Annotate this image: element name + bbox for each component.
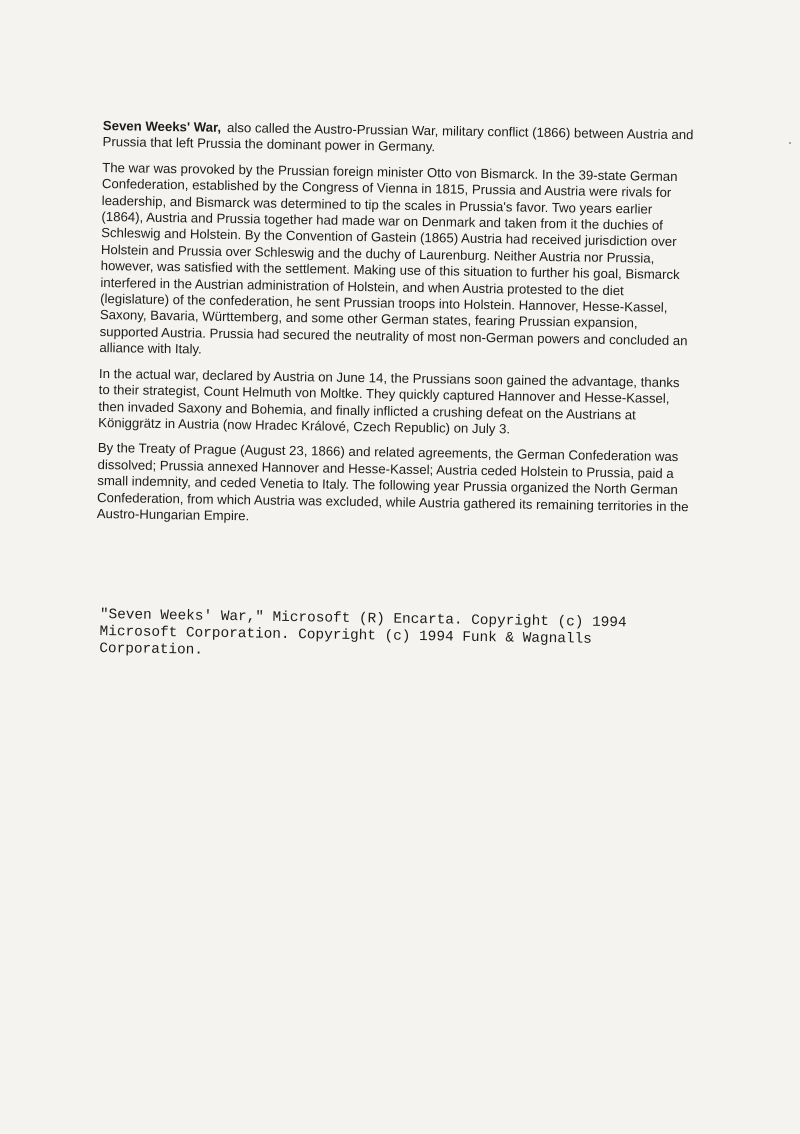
- article-intro-text: also called the Austro-Prussian War, military conflict (1866) between Austria and Prussia that left Prussia the dominant power in Germany.: [102, 119, 694, 155]
- article-headword: Seven Weeks' War,: [102, 118, 222, 135]
- article-intro-paragraph: [102, 118, 694, 160]
- scan-speck: [789, 142, 791, 144]
- source-citation: "Seven Weeks' War," Microsoft (R) Encarta. Copyright (c) 1994 Microsoft Corporation. Copyright (c) 1994 Funk & Wagnalls Corporation.: [99, 607, 627, 659]
- article-paragraph-treaty: By the Treaty of Prague (August 23, 1866) and related agreements, the German Confederation was dissolved; Prussia annexed Hannover and Hesse-Kassel; Austria ceded Holstein to Prussia, paid a small indemnity, and ceded Venetia to Italy. The following year Prussia organized the North German Confederation, from which Austria was excluded, while Austria gathered its remaining territories in the Austro-Hungarian Empire.: [96, 440, 689, 524]
- article-paragraph-causes: The war was provoked by the Prussian foreign minister Otto von Bismarck. In the 39-state German Confederation, established by the Congress of Vienna in 1815, Prussia and Austria were rivals for leadership, and Bismarck was determined to tip the scales in Prussia's favor. Two years earlier (1864), Austria and Prussia together had made war on Denmark and taken from it the duchies of Schleswig and Holstein. By the Convention of Gastein (1865) Austria had received jurisdiction over Holstein and Prussia over Schleswig and the duchy of Laurenburg. Neither Austria nor Prussia, however, was satisfied with the settlement. Making use of this situation to further his goal, Bismarck interfered in the Austrian administration of Holstein, and when Austria protested to the diet (legislature) of the confederation, he sent Prussian troops into Holstein. Hannover, Hesse-Kassel, Saxony, Bavaria, Württemberg, and some other German states, fearing Prussian expansion, supported Austria. Prussia had secured the neutrality of most non-German powers and concluded an alliance with Italy.: [99, 159, 688, 357]
- article-body: [97, 118, 695, 541]
- article-paragraph-war: In the actual war, declared by Austria on June 14, the Prussians soon gained the advantage, thanks to their strategist, Count Helmuth von Moltke. They quickly captured Hannover and Hesse-Kassel, then invaded Saxony and Bohemia, and finally inflicted a crushing defeat on the Austrians at Königgrätz in Austria (now Hradec Králové, Czech Republic) on July 3.: [98, 365, 680, 437]
